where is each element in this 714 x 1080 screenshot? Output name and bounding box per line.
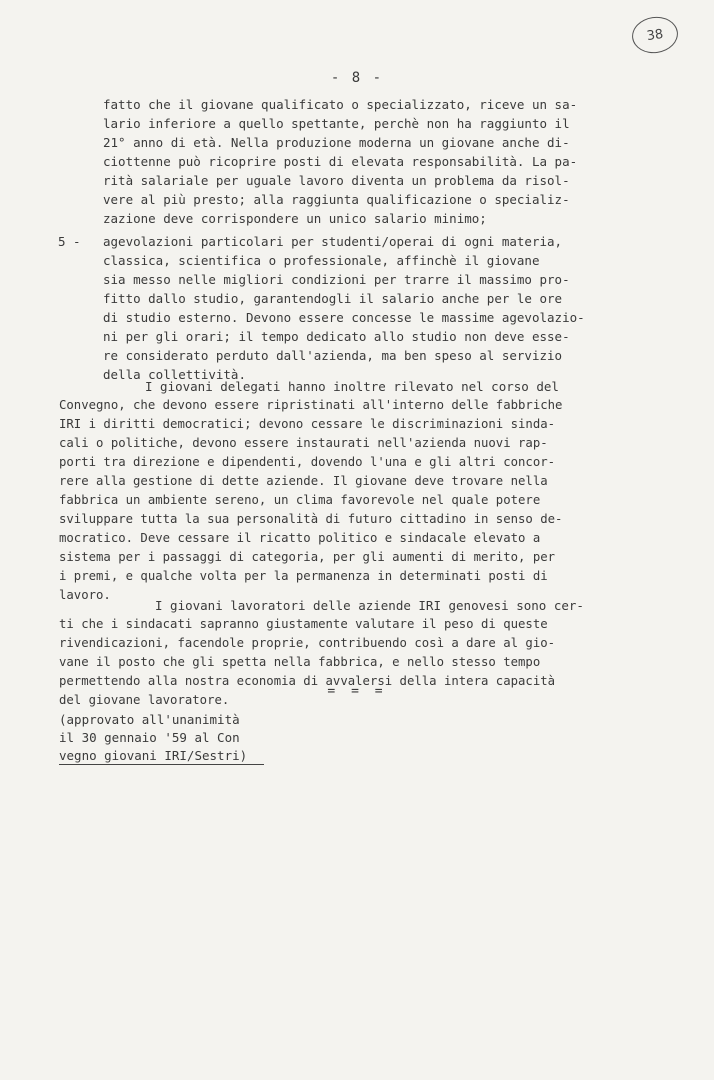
archive-stamp — [630, 14, 681, 56]
text-line: rità salariale per uguale lavoro diventa un problema da risol- — [103, 173, 570, 188]
text-line: rere alla gestione di dette aziende. Il giovane deve trovare nella — [59, 474, 548, 488]
signoff-rule — [59, 764, 264, 765]
section-separator — [0, 682, 714, 701]
text-line: rivendicazioni, facendole proprie, contribuendo così a dare al gio- — [59, 636, 556, 650]
text-line: ciottenne può ricoprire posti di elevata responsabilità. La pa- — [103, 154, 578, 169]
text-line: mocratico. Deve cessare il ricatto politico e sindacale elevato a — [59, 531, 541, 545]
text-line: sviluppare tutta la sua personalità di futuro cittadino in senso de- — [59, 512, 563, 526]
text-line: lavoro. — [59, 588, 111, 602]
text-line: della collettività. — [103, 367, 246, 382]
text-line: fitto dallo studio, garantendogli il salario anche per le ore — [103, 291, 563, 306]
text-line: zazione deve corrispondere un unico salario minimo; — [103, 211, 487, 226]
text-line: re considerato perduto dall'azienda, ma ben speso al servizio — [103, 348, 563, 363]
text-line: ti che i sindacati sapranno giustamente valutare il peso di queste — [59, 617, 548, 631]
text-line: di studio esterno. Devono essere concesse le massime agevolazio- — [103, 310, 585, 325]
text-line: fatto che il giovane qualificato o specializzato, riceve un sa- — [103, 97, 578, 112]
text-line: I giovani delegati hanno inoltre rilevato nel corso del — [145, 379, 559, 394]
list-marker: 5 - — [58, 234, 81, 249]
text-line: cali o politiche, devono essere instaurati nell'azienda nuovi rap- — [59, 436, 548, 450]
text-line: sia messo nelle migliori condizioni per trarre il massimo pro- — [103, 272, 570, 287]
text-line: lario inferiore a quello spettante, perchè non ha raggiunto il — [103, 116, 570, 131]
text-line: 21° anno di età. Nella produzione moderna un giovane anche di- — [103, 135, 570, 150]
approval-line: (approvato all'unanimità — [59, 712, 240, 727]
text-line: IRI i diritti democratici; devono cessare le discriminazioni sinda- — [59, 417, 556, 431]
approval-line: il 30 gennaio '59 al Con — [59, 730, 240, 745]
text-line: sistema per i passaggi di categoria, per gli aumenti di merito, per — [59, 550, 556, 564]
text-line: agevolazioni particolari per studenti/operai di ogni materia, — [103, 234, 563, 249]
page-number: - 8 - — [330, 70, 384, 86]
text-line: Convegno, che devono essere ripristinati all'interno delle fabbriche — [59, 398, 563, 412]
text-line: porti tra direzione e dipendenti, dovendo l'una e gli altri concor- — [59, 455, 556, 469]
text-line: permettendo alla nostra economia di avvalersi della intera capacità — [59, 674, 556, 688]
approval-line: vegno giovani IRI/Sestri) — [59, 748, 248, 763]
text-line: classica, scientifica o professionale, affinchè il giovane — [103, 253, 540, 268]
text-line: vere al più presto; alla raggiunta qualificazione o specializ- — [103, 192, 570, 207]
text-line: del giovane lavoratore. — [59, 693, 230, 707]
stamp-number: 38 — [645, 26, 665, 44]
text-line: vane il posto che gli spetta nella fabbrica, e nello stesso tempo — [59, 655, 541, 669]
text-line: fabbrica un ambiente sereno, un clima favorevole nel quale potere — [59, 493, 541, 507]
text-line: ni per gli orari; il tempo dedicato allo studio non deve esse- — [103, 329, 570, 344]
text-line: i premi, e qualche volta per la permanenza in determinati posti di — [59, 569, 548, 583]
text-line: I giovani lavoratori delle aziende IRI genovesi sono cer- — [155, 598, 584, 613]
separator-text: = = = — [327, 684, 387, 699]
